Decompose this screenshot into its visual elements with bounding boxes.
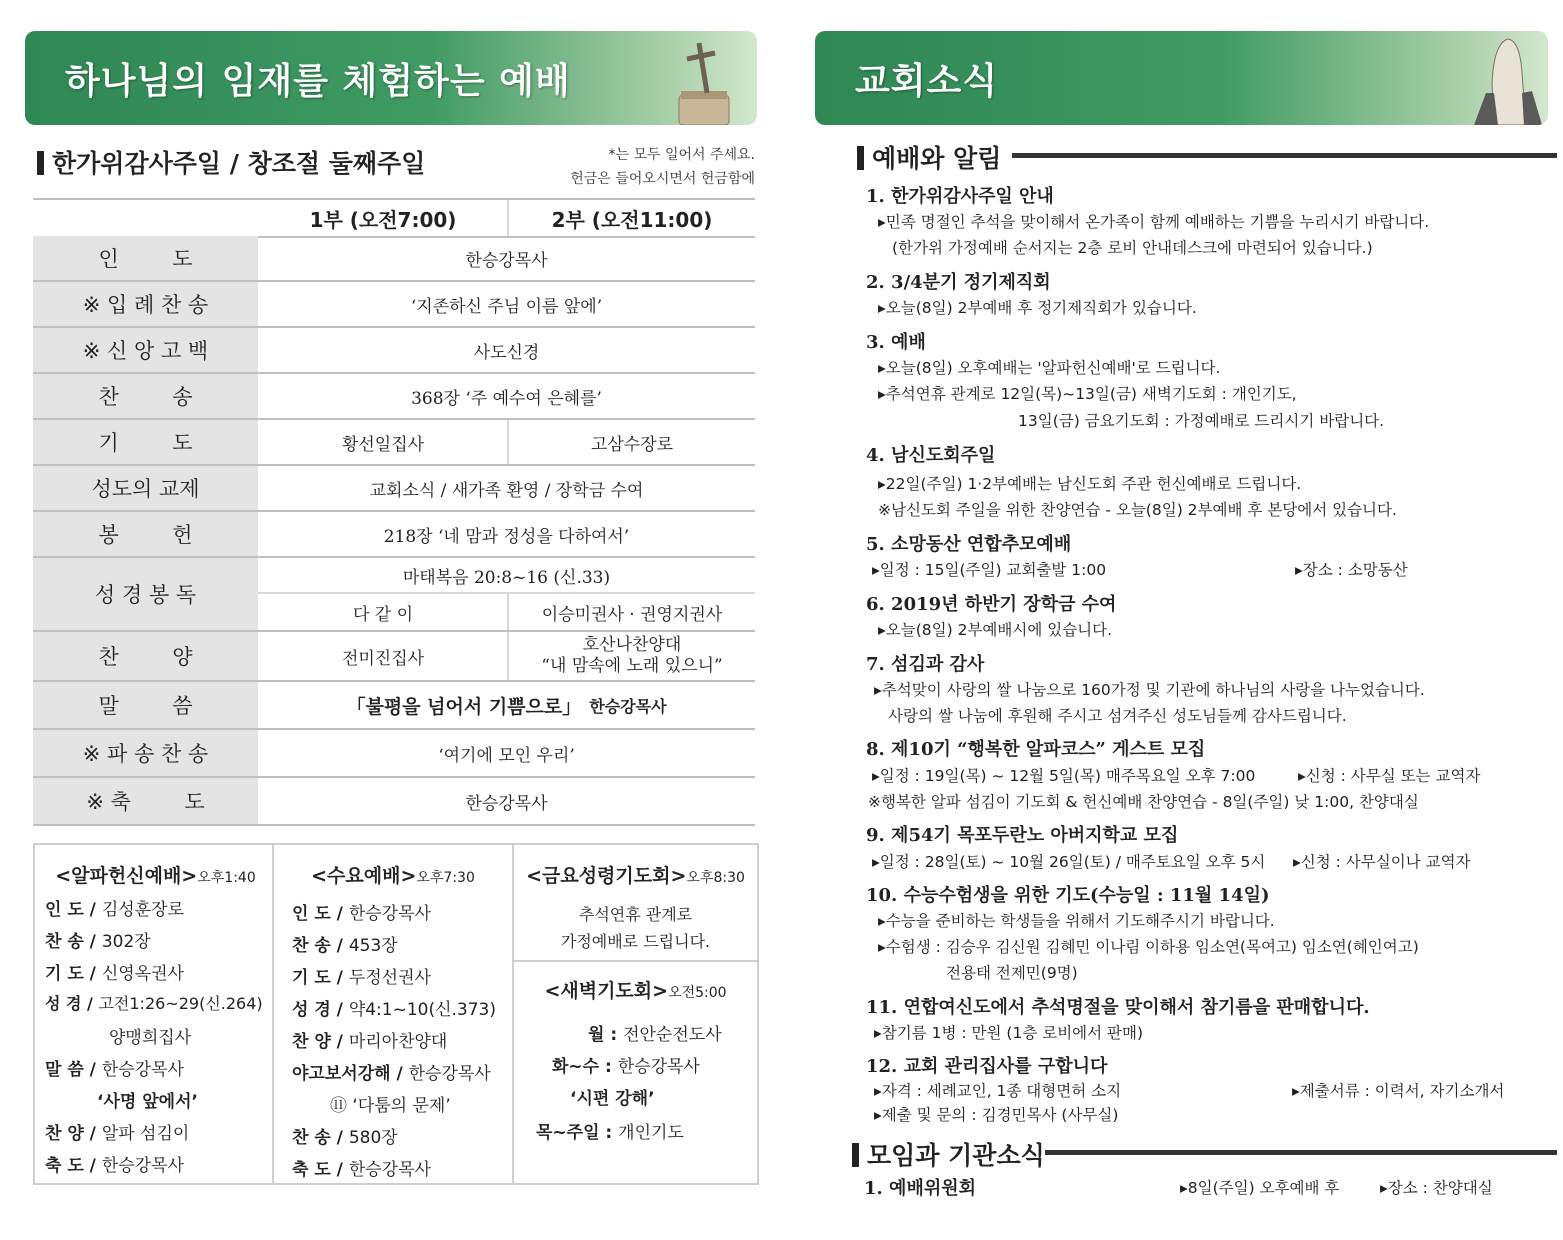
dawn-line: 화~수 : 한승강목사 bbox=[552, 1057, 700, 1077]
news-item-line: ▸제출서류 : 이력서, 자기소개서 bbox=[1292, 1082, 1505, 1100]
order-row bbox=[33, 282, 755, 328]
news-item-line: ▸장소 : 찬양대실 bbox=[1380, 1179, 1493, 1197]
scripture-passage: 마태복음 20:8~16 (신.33) bbox=[402, 567, 611, 588]
wed-title bbox=[274, 861, 512, 888]
praying-hands-icon bbox=[1464, 33, 1544, 125]
note-stand: *는 모두 일어서 주세요. bbox=[608, 147, 755, 163]
dawn-title bbox=[514, 976, 757, 1003]
order-value: 368장 ‘주 예수여 은혜를’ bbox=[411, 388, 602, 409]
news-item-line: ▸일정 : 15일(주일) 교회출발 1:00 bbox=[872, 561, 1107, 579]
order-row bbox=[33, 466, 755, 512]
order-row bbox=[33, 328, 755, 374]
scripture-reader-1: 다 같 이 bbox=[352, 604, 414, 625]
wednesday-service-box bbox=[272, 843, 514, 1185]
fri-line: 추석연휴 관계로 bbox=[578, 905, 693, 924]
news-banner bbox=[815, 31, 1548, 125]
section-bar bbox=[37, 151, 44, 175]
news-item-title: 7. 섬김과 감사 bbox=[866, 654, 985, 675]
order-row bbox=[33, 730, 755, 778]
order-value: 한승강목사 bbox=[465, 250, 548, 271]
groups-news-heading bbox=[852, 1136, 1557, 1172]
news-item-line: ▸신청 : 사무실 또는 교역자 bbox=[1298, 767, 1481, 785]
wed-line: 찬 송 / 453장 bbox=[292, 936, 398, 956]
alpha-line: 축 도 / 한승강목사 bbox=[45, 1156, 184, 1176]
section1-text: 예배와 알림 bbox=[872, 144, 1002, 173]
order-value-service1: 황선일집사 bbox=[341, 434, 425, 455]
dawn-line: 목~주일 : 개인기도 bbox=[536, 1123, 684, 1143]
order-value: 교회소식 / 새가족 환영 / 장학금 수여 bbox=[369, 480, 644, 501]
order-row bbox=[33, 778, 755, 826]
news-item-line: ▸수능을 준비하는 학생들을 위해서 기도해주시기 바랍니다. bbox=[878, 912, 1275, 930]
order-row bbox=[33, 236, 755, 282]
news-banner-title: 교회소식 bbox=[855, 61, 999, 102]
note-offering: 헌금은 들어오시면서 헌금함에 bbox=[570, 171, 755, 187]
alpha-line: 기 도 / 신영옥권사 bbox=[45, 964, 184, 984]
news-item-title: 9. 제54기 목포두란노 아버지학교 모집 bbox=[866, 825, 1179, 846]
news-item-line: ▸일정 : 19일(목) ~ 12월 5일(목) 매주목요일 오후 7:00 bbox=[872, 767, 1256, 785]
news-item-line: ▸8일(주일) 오후예배 후 bbox=[1180, 1179, 1340, 1197]
news-item-title: 8. 제10기 “행복한 알파코스” 게스트 모집 bbox=[866, 739, 1206, 760]
worship-banner-title: 하나님의 임재를 체험하는 예배 bbox=[65, 61, 571, 102]
choir-song: “내 맘속에 노래 있으니” bbox=[541, 656, 723, 676]
order-row bbox=[33, 682, 755, 730]
dawn-title-text: <새벽기도회> bbox=[544, 980, 669, 1002]
fri-line: 가정예배로 드립니다. bbox=[560, 932, 711, 951]
alpha-line: ‘사명 앞에서’ bbox=[97, 1092, 198, 1112]
order-label: 말 씀 bbox=[33, 682, 258, 728]
heading-rule bbox=[1045, 1150, 1557, 1155]
news-item-line: 전용태 전제민(9명) bbox=[946, 964, 1078, 982]
news-item-title: 4. 남신도회주일 bbox=[866, 445, 996, 466]
order-value: 218장 ‘네 맘과 정성을 다하여서’ bbox=[383, 526, 630, 547]
order-value: 한승강목사 bbox=[465, 793, 548, 814]
section-bar bbox=[857, 146, 864, 170]
sermon bbox=[258, 682, 755, 728]
order-label: 성 경 봉 독 bbox=[33, 558, 258, 630]
order-value: ‘여기에 모인 우리’ bbox=[438, 745, 575, 766]
wed-line: 찬 송 / 580장 bbox=[292, 1128, 398, 1148]
news-item-title: 3. 예배 bbox=[866, 332, 926, 353]
news-item-title: 1. 한가위감사주일 안내 bbox=[866, 186, 1054, 207]
friday-prayer-box bbox=[512, 843, 759, 962]
wed-line: 찬 양 / 마리아찬양대 bbox=[292, 1032, 448, 1052]
section-title-text: 한가위감사주일 / 창조절 둘째주일 bbox=[52, 149, 426, 178]
news-item-line: 13일(금) 금요기도회 : 가정예배로 드리시기 바랍니다. bbox=[1018, 412, 1385, 430]
news-item-title: 10. 수능수험생을 위한 기도(수능일 : 11월 14일) bbox=[866, 885, 1270, 906]
news-item-line: ▸추석맞이 사랑의 쌀 나눔으로 160가정 및 기관에 하나님의 사랑을 나누었습니다. bbox=[874, 681, 1425, 699]
wed-line: 기 도 / 두정선권사 bbox=[292, 968, 431, 988]
news-item-line: ▸오늘(8일) 2부예배 후 정기제직회가 있습니다. bbox=[878, 299, 1197, 317]
news-item-line: ▸자격 : 세례교인, 1종 대형면허 소지 bbox=[874, 1082, 1122, 1100]
news-item-line: ※행복한 알파 섬김이 기도회 & 헌신예배 찬양연습 - 8일(주일) 낮 1:00, 찬양대실 bbox=[868, 793, 1419, 811]
alpha-title bbox=[39, 861, 272, 888]
service2-header: 2부 (오전11:00) bbox=[551, 207, 713, 232]
news-item-line: ▸민족 명절인 추석을 맞이해서 온가족이 함께 예배하는 기쁨을 누리시기 바랍니다. bbox=[878, 213, 1430, 231]
news-item-line: ▸오늘(8일) 2부예배시에 있습니다. bbox=[878, 621, 1113, 639]
dawn-time: 오전5:00 bbox=[668, 985, 727, 1001]
dawn-line: 월 : 전안순전도사 bbox=[588, 1025, 722, 1045]
order-value: 사도신경 bbox=[473, 342, 540, 363]
news-item-title: 1. 예배위원회 bbox=[864, 1178, 976, 1199]
cross-icon bbox=[669, 35, 739, 125]
order-value-service1: 전미진집사 bbox=[341, 648, 425, 669]
alpha-line: 성 경 / 고전1:26~29(신.264) bbox=[45, 994, 263, 1013]
order-label: 찬 양 bbox=[33, 632, 258, 680]
order-label: ※ 신 앙 고 백 bbox=[33, 328, 258, 372]
table-header bbox=[33, 198, 755, 238]
news-item-line: ▸일정 : 28일(토) ~ 10월 26일(토) / 매주토요일 오후 5시 bbox=[872, 853, 1266, 871]
news-item-title: 5. 소망동산 연합추모예배 bbox=[866, 534, 1072, 555]
order-label: 찬 송 bbox=[33, 374, 258, 418]
fri-title bbox=[514, 861, 757, 888]
order-row bbox=[33, 512, 755, 558]
alpha-line: 말 씀 / 한승강목사 bbox=[45, 1060, 184, 1080]
alpha-line: 인 도 / 김성훈장로 bbox=[45, 900, 184, 920]
order-row bbox=[33, 374, 755, 420]
wed-line: 성 경 / 약4:1~10(신.373) bbox=[292, 1000, 497, 1020]
news-item-line: ▸참기름 1병 : 만원 (1층 로비에서 판매) bbox=[874, 1024, 1144, 1042]
news-item-title: 11. 연합여신도에서 추석명절을 맞이해서 참기름을 판매합니다. bbox=[866, 997, 1370, 1018]
service1-header: 1부 (오전7:00) bbox=[309, 207, 457, 232]
alpha-service-box bbox=[33, 843, 274, 1185]
order-value-service2 bbox=[509, 632, 755, 680]
fri-title-text: <금요성령기도회> bbox=[526, 865, 687, 887]
order-label: ※ 입 례 찬 송 bbox=[33, 282, 258, 326]
section2-text: 모임과 기관소식 bbox=[867, 1141, 1045, 1170]
choir-name: 호산나찬양대 bbox=[582, 635, 682, 655]
order-label: 성도의 교제 bbox=[33, 466, 258, 510]
alpha-line: 양맹희집사 bbox=[109, 1028, 192, 1048]
order-label: 기 도 bbox=[33, 420, 258, 464]
wed-title-text: <수요예배> bbox=[311, 865, 417, 887]
worship-section-title bbox=[37, 144, 425, 180]
preacher: 한승강목사 bbox=[589, 696, 667, 716]
section-bar bbox=[852, 1143, 859, 1167]
order-label: 봉 헌 bbox=[33, 512, 258, 556]
news-item-line: ▸수험생 : 김승우 김신원 김혜민 이나림 이하용 임소연(목여고) 임소연(혜인여고) bbox=[878, 938, 1419, 956]
worship-notices-heading bbox=[857, 139, 1557, 175]
news-item-line: ▸제출 및 문의 : 김경민목사 (사무실) bbox=[874, 1106, 1119, 1124]
dawn-line: ‘시편 강해’ bbox=[570, 1089, 655, 1109]
order-label: ※ 파 송 찬 송 bbox=[33, 730, 258, 776]
news-item-line: ▸22일(주일) 1·2부예배는 남신도회 주관 헌신예배로 드립니다. bbox=[878, 475, 1302, 493]
wed-time: 오후7:30 bbox=[416, 870, 475, 886]
order-row-scripture bbox=[33, 558, 755, 632]
alpha-title-text: <알파헌신예배> bbox=[55, 865, 198, 887]
notes bbox=[480, 143, 755, 191]
order-label: ※ 축 도 bbox=[33, 778, 258, 824]
order-row bbox=[33, 420, 755, 466]
worship-banner bbox=[25, 31, 757, 125]
news-item-line: ▸장소 : 소망동산 bbox=[1295, 561, 1408, 579]
news-item-line: ※남신도회 주일을 위한 찬양연습 - 오늘(8일) 2부예배 후 본당에서 있습니다. bbox=[878, 501, 1397, 519]
order-label: 인 도 bbox=[33, 236, 258, 280]
news-item-line: 사랑의 쌀 나눔에 후원해 주시고 섬겨주신 성도님들께 감사드립니다. bbox=[888, 707, 1347, 725]
order-value: ‘지존하신 주님 이름 앞에’ bbox=[410, 296, 603, 317]
news-item-line: ▸추석연휴 관계로 12일(목)~13일(금) 새벽기도회 : 개인기도, bbox=[878, 385, 1297, 403]
heading-rule bbox=[1012, 153, 1557, 158]
sermon-title: 「불평을 넘어서 기쁨으로」 bbox=[346, 695, 582, 718]
order-value-service2: 고삼수장로 bbox=[590, 434, 674, 455]
wed-line: 야고보서강해 / 한승강목사 bbox=[292, 1064, 491, 1084]
news-item-line: ▸오늘(8일) 오후예배는 '알파헌신예배'로 드립니다. bbox=[878, 359, 1221, 377]
dawn-prayer-box bbox=[512, 960, 759, 1185]
fri-time: 오후8:30 bbox=[686, 870, 745, 886]
news-item-title: 6. 2019년 하반기 장학금 수여 bbox=[866, 594, 1117, 615]
wed-line: ⑪ ‘다툼의 문제’ bbox=[330, 1096, 451, 1116]
scripture-reader-2: 이승미권사 · 권영지권사 bbox=[541, 604, 723, 625]
wed-line: 축 도 / 한승강목사 bbox=[292, 1160, 431, 1180]
order-row bbox=[33, 632, 755, 682]
news-item-title: 12. 교회 관리집사를 구합니다 bbox=[866, 1056, 1108, 1077]
alpha-line: 찬 양 / 알파 섬김이 bbox=[45, 1124, 190, 1144]
news-item-title: 2. 3/4분기 정기제직회 bbox=[866, 272, 1051, 293]
alpha-time: 오후1:40 bbox=[197, 870, 256, 886]
news-item-line: ▸신청 : 사무실이나 교역자 bbox=[1293, 853, 1471, 871]
news-item-line: (한가위 가정예배 순서지는 2층 로비 안내데스크에 마련되어 있습니다.) bbox=[892, 239, 1373, 257]
wed-line: 인 도 / 한승강목사 bbox=[292, 904, 431, 924]
alpha-line: 찬 송 / 302장 bbox=[45, 932, 151, 952]
